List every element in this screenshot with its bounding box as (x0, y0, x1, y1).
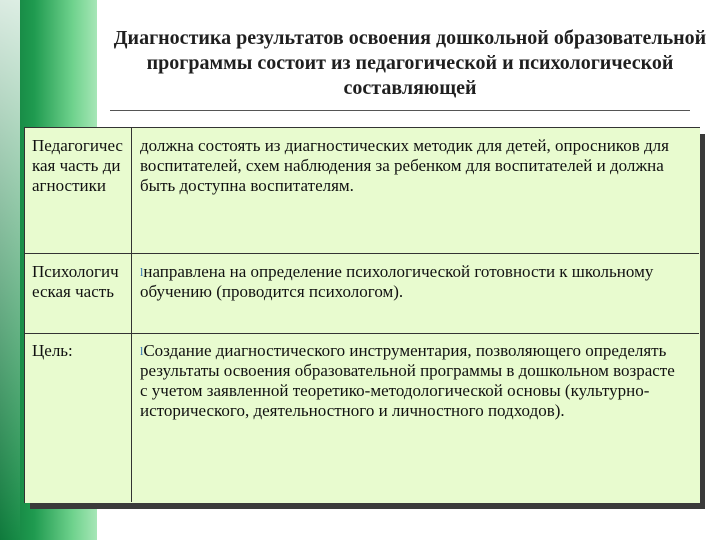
left-band-highlight (0, 0, 20, 540)
page-title: Диагностика результатов освоения дошкольной образовательной программы состоит из педагогической и психологической составляющей (113, 27, 707, 99)
row-label-psychological: Психологическая часть (32, 262, 119, 301)
table-row-divider (24, 333, 699, 334)
table-row-divider (24, 253, 699, 254)
row-content-psychological (140, 262, 694, 302)
table-column-divider (131, 127, 132, 502)
row-label-goal: Цель: (32, 341, 73, 360)
title-divider (110, 110, 690, 111)
bullet-icon: l (140, 344, 144, 358)
row-text-psychological: направлена на определение психологической готовности к школьному обучению (проводится психологом). (140, 262, 654, 301)
bullet-icon: l (140, 265, 144, 279)
row-label-pedagogical: Педагогическая часть диагностики (32, 136, 123, 195)
row-content-goal (140, 341, 685, 421)
row-text-goal: Создание диагностического инструментария, позволяющего определять результаты освоения образовательной программы в дошкольном возрасте с учетом заявленной теоретико-методологической основы (культурно-исторического, деятельностного и личностного подходов). (140, 341, 675, 420)
row-text-pedagogical: должна состоять из диагностических методик для детей, опросников для воспитателей, схем наблюдения за ребенком для воспитателей и должна быть доступна воспитателям. (140, 136, 669, 195)
